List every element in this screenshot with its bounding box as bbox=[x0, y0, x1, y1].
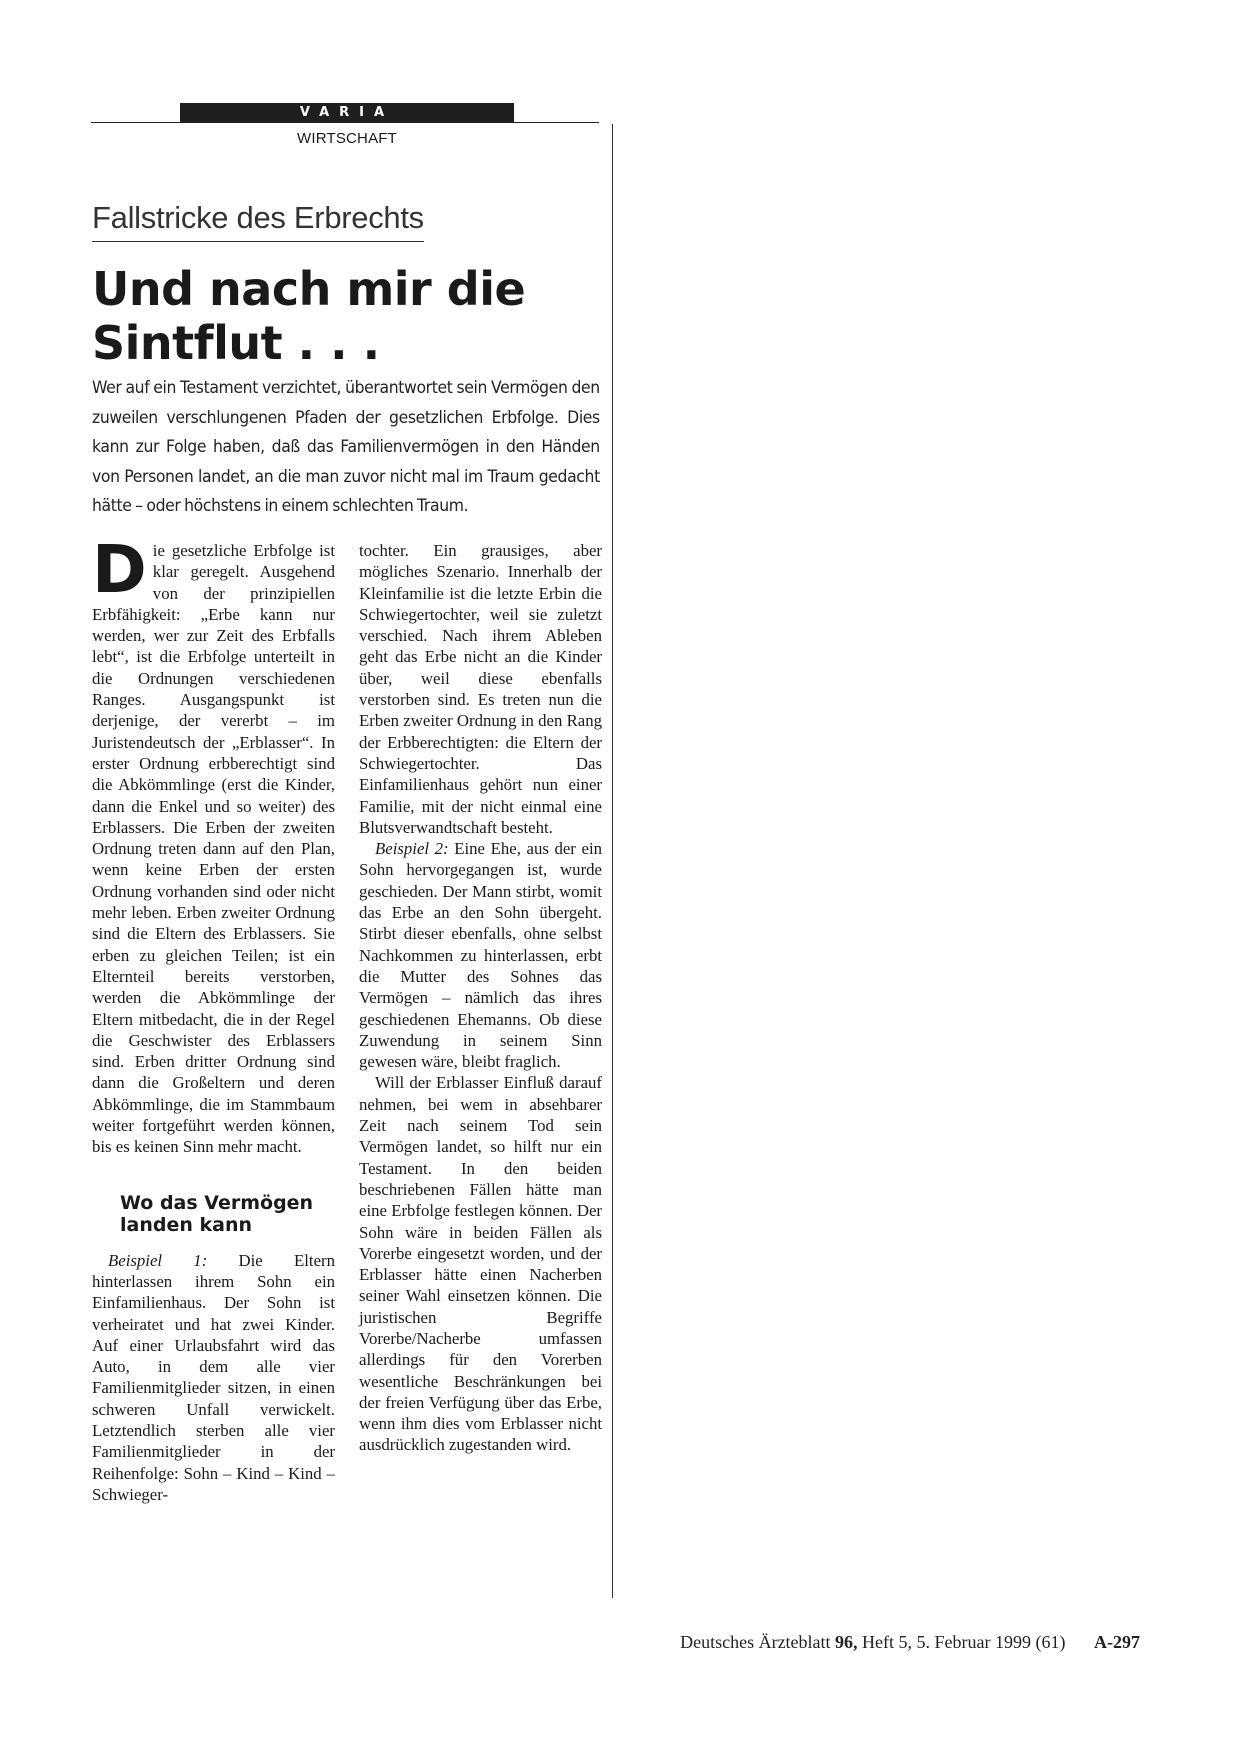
footer-volume: 96, bbox=[835, 1632, 858, 1652]
column-rule bbox=[612, 124, 613, 1598]
example-1-continuation: tochter. Ein grausiges, aber mögliches Szenario. Innerhalb der Kleinfamilie ist die letzte Erbin die Schwiegertochter, weil sie zuletzt verschied. Nach ihrem Ableben geht das Erbe nicht an die Kinder über, weil diese ebenfalls verstorben sind. Es treten nun die Erben zweiter Ordnung in den Rang der Erbberechtigten: die Eltern der Schwiegertochter. Das Einfamilienhaus gehört nun einer Familie, mit der nicht einmal eine Blutsverwandtschaft besteht. bbox=[359, 541, 602, 837]
example-2-paragraph bbox=[359, 838, 602, 1072]
footer-page-number: A-297 bbox=[1094, 1632, 1140, 1652]
subsection-label: WIRTSCHAFT bbox=[296, 130, 398, 147]
headline-line-1: Und nach mir die bbox=[92, 262, 526, 316]
section-subheading: Wo das Vermögen landen kann bbox=[120, 1191, 314, 1236]
headline-line-2: Sintflut . . . bbox=[92, 316, 380, 370]
section-label: VARIA bbox=[180, 103, 514, 123]
footer-issue: Heft 5, 5. Februar 1999 (61) bbox=[862, 1632, 1066, 1652]
intro-paragraph bbox=[92, 531, 335, 1158]
page-footer bbox=[620, 1632, 1140, 1653]
article-lead: Wer auf ein Testament verzichtet, überantwortet sein Vermögen den zuweilen verschlungenen Pfaden der gesetzlichen Erbfolge. Dies kann zur Folge haben, daß das Familienvermögen in den Händen von Personen landet, an die man zuvor nicht mal im Traum gedacht hätte – oder höchstens in einem schlechten Traum. bbox=[92, 378, 600, 516]
example-2-text: Eine Ehe, aus der ein Sohn hervorgegangen ist, wurde geschieden. Der Mann stirbt, womit das Erbe an den Sohn übergeht. Stirbt dieser ebenfalls, ohne selbst Nachkommen zu hinterlassen, erbt die Mutter des Sohnes das Vermögen – nämlich das ihres geschiedenen Ehemanns. Ob diese Zuwendung in seinem Sinn gewesen wäre, bleibt fraglich. bbox=[359, 839, 602, 1072]
text-column-1 bbox=[92, 531, 335, 1505]
intro-paragraph-text: ie gesetzliche Erbfolge ist klar geregelt. Ausgehend von der prinzipiellen Erbfähigkeit: „Erbe kann nur werden, wer zur Zeit des Erbfalls lebt“, ist die Erbfolge unterteilt in die Ordnungen verschiedenen Ranges. Ausgangspunkt ist derjenige, der vererbt – im Juristendeutsch der „Erblasser“. In erster Ordnung erbberechtigt sind die Abkömmlinge (erst die Kinder, dann die Enkel und so weiter) des Erblassers. Die Erben der zweiten Ordnung treten dann auf den Plan, wenn keine Erben der ersten Ordnung vorhanden sind oder nicht mehr leben. Erben zweiter Ordnung sind die Eltern des Erblassers. Sie erben zu gleichen Teilen; ist ein Elternteil bereits verstorben, werden die Abkömmlinge der Eltern mitbedacht, die in der Regel die Geschwister des Erblassers sind. Erben dritter Ordnung sind dann die Großeltern und deren Abkömmlinge, die im Stammbaum weiter fortgeführt werden können, bis es keinen Sinn mehr macht. bbox=[92, 541, 335, 1157]
footer-journal: Deutsches Ärzteblatt bbox=[680, 1632, 831, 1652]
conclusion-paragraph: Will der Erblasser Einfluß darauf nehmen, bei wem in absehbarer Zeit nach seinem Tod sein Vermögen landet, so hilft nur ein Testament. In den beiden beschriebenen Fällen hätte man eine Erbfolge festlegen können. Der Sohn wäre in beiden Fällen als Vorerbe eingesetzt worden, und der Erblasser hätte einen Nacherben seiner Wahl einsetzen können. Die juristischen Begriffe Vorerbe/Nacherbe umfassen allerdings für den Vorerben wesentliche Beschränkungen bei der freien Verfügung über das Erbe, wenn ihm dies vom Erblasser nicht ausdrücklich zugestanden wird. bbox=[359, 1073, 602, 1455]
article-headline bbox=[92, 262, 612, 370]
drop-cap: D bbox=[92, 531, 147, 608]
example-2-label: Beispiel 2: bbox=[375, 839, 449, 859]
article-kicker: Fallstricke des Erbrechts bbox=[92, 200, 424, 242]
example-1-paragraph bbox=[92, 1250, 335, 1506]
example-1-label: Beispiel 1: bbox=[108, 1250, 208, 1270]
text-column-2 bbox=[359, 540, 602, 1456]
example-1-text: Die Eltern hinterlassen ihrem Sohn ein Einfamilienhaus. Der Sohn ist verheiratet und hat zwei Kinder. Auf einer Urlaubsfahrt wird das Auto, in dem alle vier Familienmitglieder sitzen, in einen schweren Unfall verwickelt. Letztendlich sterben alle vier Familienmitglieder in der Reihenfolge: Sohn – Kind – Kind – Schwieger- bbox=[92, 1250, 335, 1504]
